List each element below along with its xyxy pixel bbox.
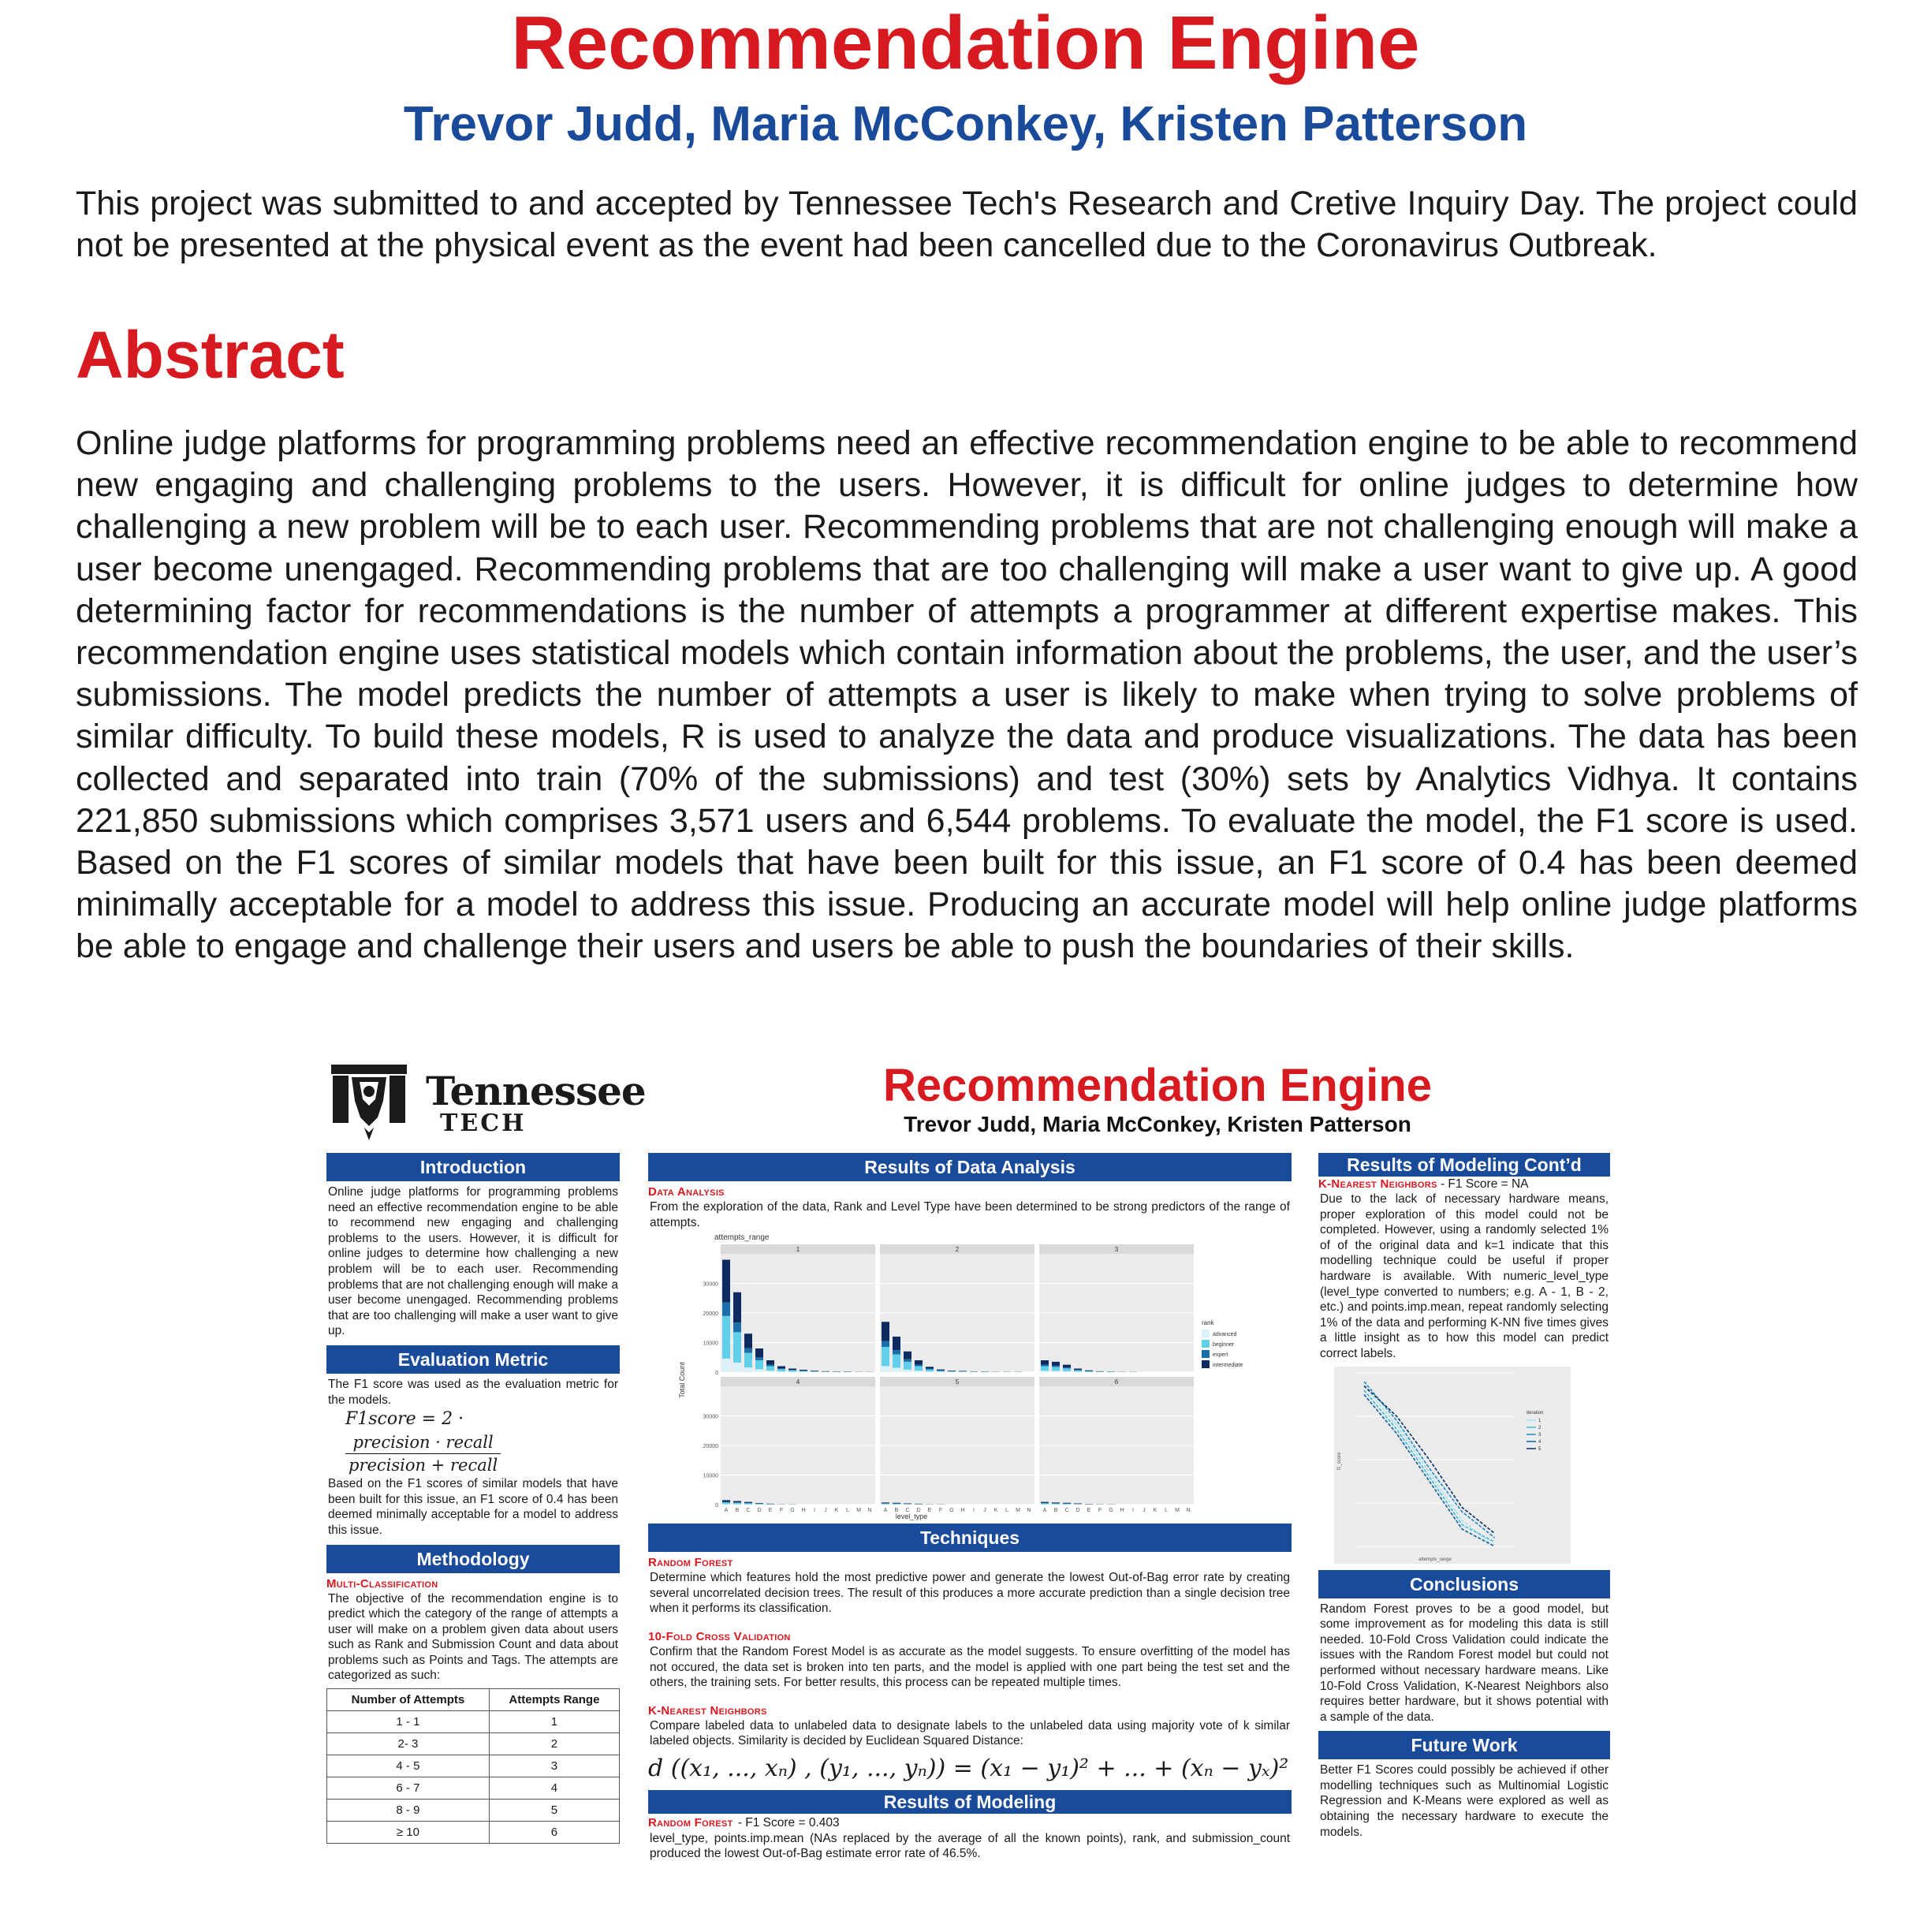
bar-segment [893,1355,900,1368]
bar-segment [1063,1371,1071,1372]
y-tick-label: 10000 [703,1473,718,1479]
knn-text: Compare labeled data to unlabeled data to designate labels to the unlabeled data using majority vote of k similar labeled objects. Similarity is decided by Euclidean Squared Distance: [650,1718,1290,1748]
bar-segment [882,1504,889,1505]
poster-middle-column [648,1153,1292,1862]
attempts-table-header: Number of Attempts [327,1689,490,1711]
legend-label: intermediate [1213,1363,1243,1369]
bar-segment [1074,1369,1082,1371]
distance-formula: d ((x₁, ..., xₙ) , (y₁, ..., yₙ)) = (x₁ − y₁)² + ... + (xₙ − yₓ)² [648,1754,1289,1782]
logo-subtitle: TECH [440,1110,527,1137]
poster-left-column [326,1153,620,1844]
table-row [327,1755,620,1777]
bar-segment [722,1316,730,1359]
y-tick-label: 10000 [703,1341,718,1347]
knn-line-chart [1334,1367,1571,1564]
legend-label: 4 [1538,1439,1541,1445]
table-cell: 3 [489,1755,619,1777]
bar-segment [733,1363,741,1372]
bar-segment [882,1503,889,1504]
bar-segment [1052,1504,1060,1505]
x-tick-label: E [927,1508,932,1514]
evaluation-heading: Evaluation Metric [326,1345,620,1374]
rf-result-subheading: Random Forest [648,1815,733,1829]
results-modeling-heading: Results of Modeling [648,1790,1292,1814]
bar-segment [904,1362,911,1370]
bar-segment [1074,1372,1082,1373]
bar-segment [744,1504,752,1505]
poster-right-column [1318,1153,1610,1840]
future-work-text: Better F1 Scores could possibly be achieved if other modelling techniques such as Multinomial Logistic Regression and K-Means were explored as well as obtaining the necessary hardware to execute the models. [1320,1763,1609,1839]
x-tick-label: F [779,1508,784,1514]
table-cell: 8 - 9 [327,1800,490,1822]
introduction-heading: Introduction [326,1153,620,1181]
legend-swatch [1202,1360,1210,1368]
bar-segment [811,1371,818,1372]
legend-swatch [1202,1340,1210,1348]
table-row [327,1777,620,1800]
legend-label: 5 [1538,1446,1541,1452]
bar-segment [800,1371,807,1372]
y-tick-label: 20000 [703,1444,718,1450]
bar-segment [733,1501,741,1503]
x-tick-label: H [1120,1508,1124,1514]
bar-segment [1052,1367,1060,1371]
tennessee-tech-logo [331,1065,646,1143]
facet-label: 4 [796,1378,800,1386]
rf-result-line [648,1815,1292,1831]
y-tick-label: 0 [715,1371,718,1377]
bar-segment [915,1365,923,1367]
results-data-heading: Results of Data Analysis [648,1153,1292,1181]
x-tick-label: L [1165,1508,1168,1514]
legend-label: 1 [1538,1418,1541,1423]
poster-authors: Trevor Judd, Maria McConkey, Kristen Patterson [904,1112,1411,1136]
bar-segment [777,1369,785,1370]
future-work-heading: Future Work [1318,1731,1610,1759]
y-tick-label: 30000 [703,1414,718,1420]
y-tick-label: 20000 [703,1311,718,1318]
bar-segment [893,1503,900,1504]
rf-result-score: - F1 Score = 0.403 [734,1815,840,1829]
facet-label: 1 [796,1246,800,1254]
x-tick-label: N [867,1508,872,1514]
x-tick-label: B [1053,1508,1058,1514]
f1-formula-denominator: precision + recall [349,1456,498,1475]
bar-segment [800,1370,807,1371]
bar-segment [904,1504,911,1505]
x-tick-label: D [1075,1508,1080,1514]
facet-label: 6 [1114,1378,1119,1386]
bar-segment [959,1371,967,1372]
bar-segment [1041,1365,1049,1367]
table-cell: ≥ 10 [327,1822,490,1844]
x-tick-label: J [1143,1508,1146,1514]
x-tick-label: G [790,1508,795,1514]
x-tick-label: N [1186,1508,1191,1514]
knn-line-chart-svg [1334,1367,1571,1564]
bar-segment [722,1502,730,1503]
bar-segment [1041,1502,1049,1503]
bar-segment [722,1359,730,1372]
abstract-text: Online judge platforms for programming problems need an effective recommendation engine to be able to recommend new engaging and challenging problems to the users. However, it is difficult for online judges to determine how challenging a new problem will be to each user. Recommending problems that are not challenging enough will make a user become unengaged. Recommending problems that are too challenging will make a user want to give up. A good determining factor for recommendations is the number of attempts a programmer at different expertise makes. This recommendation engine uses statistical models which contain information about the problems, the user, and the user’s submissions. The model predicts the number of attempts a user is likely to make when trying to solve problems of similar difficulty. To build these models, R is used to analyze the data and produce visualizations. The data has been collected and separated into train (70% of the submissions) and test (30%) sets by Analytics Vidhya. It contains 221,850 submissions which comprises 3,571 users and 6,544 problems. To evaluate the model, the F1 score is used. Based on the F1 scores of similar models that have been built for this issue, an F1 score of 0.4 has been deemed minimally acceptable for a model to address this issue. Producing an accurate model will help online judge platforms be able to engage and challenge their users and users be able to push the boundaries of their skills. [76,424,1858,966]
random-forest-subheading: Random Forest [648,1556,733,1570]
table-cell: 1 - 1 [327,1711,490,1733]
bar-segment [788,1369,796,1371]
bar-segment [733,1292,741,1322]
f1-formula-fraction [345,1431,501,1476]
bar-segment [755,1358,763,1361]
bar-segment [915,1371,923,1372]
bar-segment [744,1333,752,1348]
bar-segment [788,1372,796,1373]
legend-label: expert [1213,1352,1228,1359]
techniques-heading: Techniques [648,1524,1292,1552]
abstract-heading: Abstract [76,318,345,392]
x-tick-label: B [894,1508,899,1514]
bar-segment [766,1371,774,1372]
faceted-bar-chart-svg [675,1230,1243,1522]
poster-title: Recommendation Engine [882,1060,1433,1111]
introduction-text: Online judge platforms for programming problems need an effective recommendation engine to be able to recommend new engaging and challenging problems to the users. However, it is difficult for online judges to determine how challenging a new problem will be to each user. Recommending problems that are not challenging enough will make a user become unengaged. Recommending problems that are too challenging will make a user want to give up. [328,1185,618,1338]
conclusions-text: Random Forest proves to be a good model, but some improvement as for modeling this data is still needed. 10-Fold Cross Validation could indicate the issues with the Random Forest model but could not performed without necessary hardware means. Like 10-Fold Cross Validation, K-Nearest Neighbors also requires better hardware, but it shows potential with a sample of the data. [1320,1602,1609,1724]
data-analysis-subheading: Data Analysis [648,1185,725,1199]
cross-validation-subheading: 10-Fold Cross Validation [648,1629,791,1643]
bar-segment [722,1501,730,1502]
faceted-bar-chart [675,1230,1243,1522]
bar-segment [1063,1504,1071,1505]
bar-segment [777,1369,785,1371]
conclusions-heading: Conclusions [1318,1570,1610,1598]
bar-segment [733,1503,741,1505]
bar-segment [744,1348,752,1353]
poster-image [322,1049,1615,1932]
bar-segment [926,1369,934,1370]
x-tick-label: A [1042,1508,1047,1514]
x-tick-label: H [960,1508,965,1514]
facet-label: 5 [955,1378,960,1386]
bar-segment [777,1371,785,1372]
x-tick-label: L [846,1508,849,1514]
bar-segment [926,1367,934,1369]
x-tick-label: J [824,1508,827,1514]
x-tick-label: C [746,1508,751,1514]
f1-formula [326,1408,620,1476]
x-tick-label: C [905,1508,910,1514]
bar-segment [915,1360,923,1365]
legend-label: 2 [1538,1425,1541,1430]
logo-wordmark: Tennessee [426,1068,646,1114]
bar-segment [1074,1370,1082,1371]
bar-segment [1074,1504,1082,1505]
x-tick-label: H [801,1508,806,1514]
bar-segment [766,1367,774,1371]
x-tick-label: E [1087,1508,1091,1514]
legend-label: beginner [1213,1342,1235,1348]
bar-segment [733,1502,741,1503]
bar-segment [744,1367,752,1372]
bar-segment [766,1365,774,1367]
bar-segment [882,1367,889,1373]
bar-segment [893,1504,900,1505]
x-tick-label: M [1016,1508,1020,1514]
bar-segment [733,1333,741,1363]
bar-segment [1074,1504,1082,1505]
bar-segment [1063,1365,1071,1368]
bar-segment [937,1371,945,1372]
eagle-t-logo-icon [331,1065,407,1142]
bar-segment [1041,1360,1049,1365]
random-forest-text: Determine which features hold the most predictive power and generate the lowest Out-of-Bag error rate by creating several uncorrelated decision trees. The result of this produces a more accurate prediction than a single decision tree when it performs its classification. [650,1571,1290,1616]
knn-result-score: - F1 Score = NA [1437,1177,1529,1191]
table-cell: 4 - 5 [327,1755,490,1777]
facet-label: 3 [1114,1246,1119,1254]
legend-title: iteration [1527,1410,1544,1415]
x-tick-label: K [1153,1508,1157,1514]
facet-label: 2 [955,1246,960,1254]
table-cell: 2- 3 [327,1733,490,1755]
y-axis-label: Total Count [678,1362,686,1398]
legend-swatch [1202,1350,1210,1358]
bar-segment [882,1341,889,1348]
bar-segment [1052,1371,1060,1373]
x-tick-label: I [1132,1508,1134,1514]
bar-segment [1063,1503,1071,1504]
table-row [327,1733,620,1755]
bar-segment [915,1367,923,1371]
x-tick-label: M [1175,1508,1180,1514]
y-axis-label: f1_score [1337,1452,1342,1471]
multi-classification-subheading: Multi-Classification [326,1576,438,1591]
bar-segment [1052,1362,1060,1366]
bar-segment [882,1322,889,1341]
x-axis-label: level_type [895,1512,928,1521]
y-tick-label: 0 [715,1503,718,1509]
knn-result-subheading: K-Nearest Neighbors [1318,1177,1437,1191]
y-tick-label: 30000 [703,1281,718,1288]
bar-segment [722,1260,730,1303]
x-tick-label: E [768,1508,773,1514]
x-tick-label: K [993,1508,998,1514]
x-tick-label: C [1064,1508,1069,1514]
table-row [327,1711,620,1733]
x-tick-label: N [1027,1508,1031,1514]
x-tick-label: L [1005,1508,1008,1514]
bar-segment [788,1370,796,1371]
legend-title: rank [1202,1319,1214,1327]
bar-segment [722,1502,730,1504]
table-cell: 1 [489,1711,619,1733]
x-tick-label: G [949,1508,954,1514]
x-tick-label: K [834,1508,839,1514]
bar-segment [1063,1367,1071,1368]
bar-segment [788,1371,796,1372]
bar-segment [1041,1504,1049,1505]
data-analysis-text: From the exploration of the data, Rank and Level Type have been determined to be strong predictors of the range of attempts. [650,1200,1290,1229]
x-tick-label: A [883,1508,888,1514]
methodology-text: The objective of the recommendation engine is to predict which the category of the range of attempts a user will make on a problem given data about users such as Rank and Submission Count and data about problems such as Points and Tags. The attempts are categorized as such: [328,1591,618,1683]
x-tick-label: A [724,1508,729,1514]
bar-segment [755,1348,763,1357]
bar-segment [733,1322,741,1332]
x-tick-label: D [757,1508,762,1514]
x-tick-label: F [938,1508,943,1514]
knn-result-line [1318,1177,1610,1192]
bar-segment [1041,1367,1049,1371]
legend-label: advanced [1213,1332,1237,1338]
bar-segment [755,1503,763,1504]
table-cell: 2 [489,1733,619,1755]
bar-segment [755,1370,763,1373]
bar-segment [722,1303,730,1316]
page-title: Recommendation Engine [511,1,1420,85]
table-row [327,1822,620,1844]
evaluation-text: The F1 score was used as the evaluation metric for the models. [328,1377,618,1407]
bar-segment [777,1367,785,1369]
bar-segment [904,1352,911,1359]
bar-segment [882,1347,889,1366]
knn-result-text: Due to the lack of necessary hardware means, proper exploration of this model could not be completed. However, using a randomly selected 1% of of the original data and k=1 indicate that this modelling technique could be useful if proper hardware is available. With numeric_level_type (level_type converted to numbers; e.g. A - 1, B - 2, etc.) and points.imp.mean, repeat randomly selecting 1% of the data and performing K-NN five times gives a little insight as to how this model can predict correct labels. [1320,1192,1609,1360]
bar-segment [755,1504,763,1505]
bar-segment [893,1350,900,1354]
x-tick-label: M [856,1508,861,1514]
attempts-table-header: Attempts Range [489,1689,619,1711]
x-tick-label: I [973,1508,975,1514]
bar-segment [937,1370,945,1371]
bar-segment [744,1353,752,1368]
table-row [327,1800,620,1822]
evaluation-text-2: Based on the F1 scores of similar models that have been built for this issue, an F1 score of 0.4 has been deemed minimally acceptable for a model to address this issue. [328,1477,618,1537]
bar-segment [904,1359,911,1362]
bar-segment [1041,1371,1049,1372]
table-cell: 6 - 7 [327,1777,490,1800]
attempts-table [326,1688,620,1844]
bar-segment [744,1502,752,1503]
f1-formula-lhs: F1score = 2 · [345,1409,464,1430]
cross-validation-text: Confirm that the Random Forest Model is as accurate as the model suggests. To ensure overfitting of the model has not occured, the data set is broken into ten parts, and the model is applied with one part being the test set and the others, the training sets. For better results, this process can be repeated multiple times. [650,1644,1290,1690]
authors: Trevor Judd, Maria McConkey, Kristen Patterson [403,97,1528,151]
bar-segment [755,1360,763,1369]
bar-segment [959,1371,967,1372]
bar-segment [893,1368,900,1372]
bar-segment [893,1337,900,1350]
bar-segment [1052,1503,1060,1504]
bar-segment [926,1370,934,1372]
table-cell: 5 [489,1800,619,1822]
table-cell: 6 [489,1822,619,1844]
x-tick-label: D [916,1508,921,1514]
results-contd-heading: Results of Modeling Cont’d [1318,1153,1610,1177]
x-axis-label: attempts_range [1418,1557,1452,1562]
bar-segment [1052,1366,1060,1367]
bar-segment [1085,1371,1093,1372]
bar-segment [926,1371,934,1372]
methodology-heading: Methodology [326,1545,620,1573]
legend-label: 3 [1538,1432,1541,1438]
chart-title: attempts_range [714,1233,770,1243]
bar-segment [904,1370,911,1372]
submission-notice: This project was submitted to and accepted by Tennessee Tech's Research and Cretive Inquiry Day. The project could not be presented at the physical event as the event had been cancelled due to the Coronavirus Outbreak. [76,185,1858,264]
x-tick-label: F [1098,1508,1102,1514]
bar-segment [1074,1371,1082,1372]
x-tick-label: B [735,1508,740,1514]
x-tick-label: G [1109,1508,1113,1514]
rf-result-text: level_type, points.imp.mean (NAs replaced by the average of all the known points), rank, and submission_count produced the lowest Out-of-Bag estimate error rate of 46.5%. [650,1831,1290,1861]
f1-formula-numerator: precision · recall [345,1431,501,1454]
x-tick-label: J [983,1508,986,1514]
knn-subheading: K-Nearest Neighbors [648,1703,767,1718]
x-tick-label: I [814,1508,815,1514]
bar-segment [1063,1369,1071,1372]
bar-segment [904,1504,911,1505]
table-cell: 4 [489,1777,619,1800]
bar-segment [766,1360,774,1365]
legend-swatch [1202,1330,1210,1337]
bar-segment [948,1371,956,1372]
